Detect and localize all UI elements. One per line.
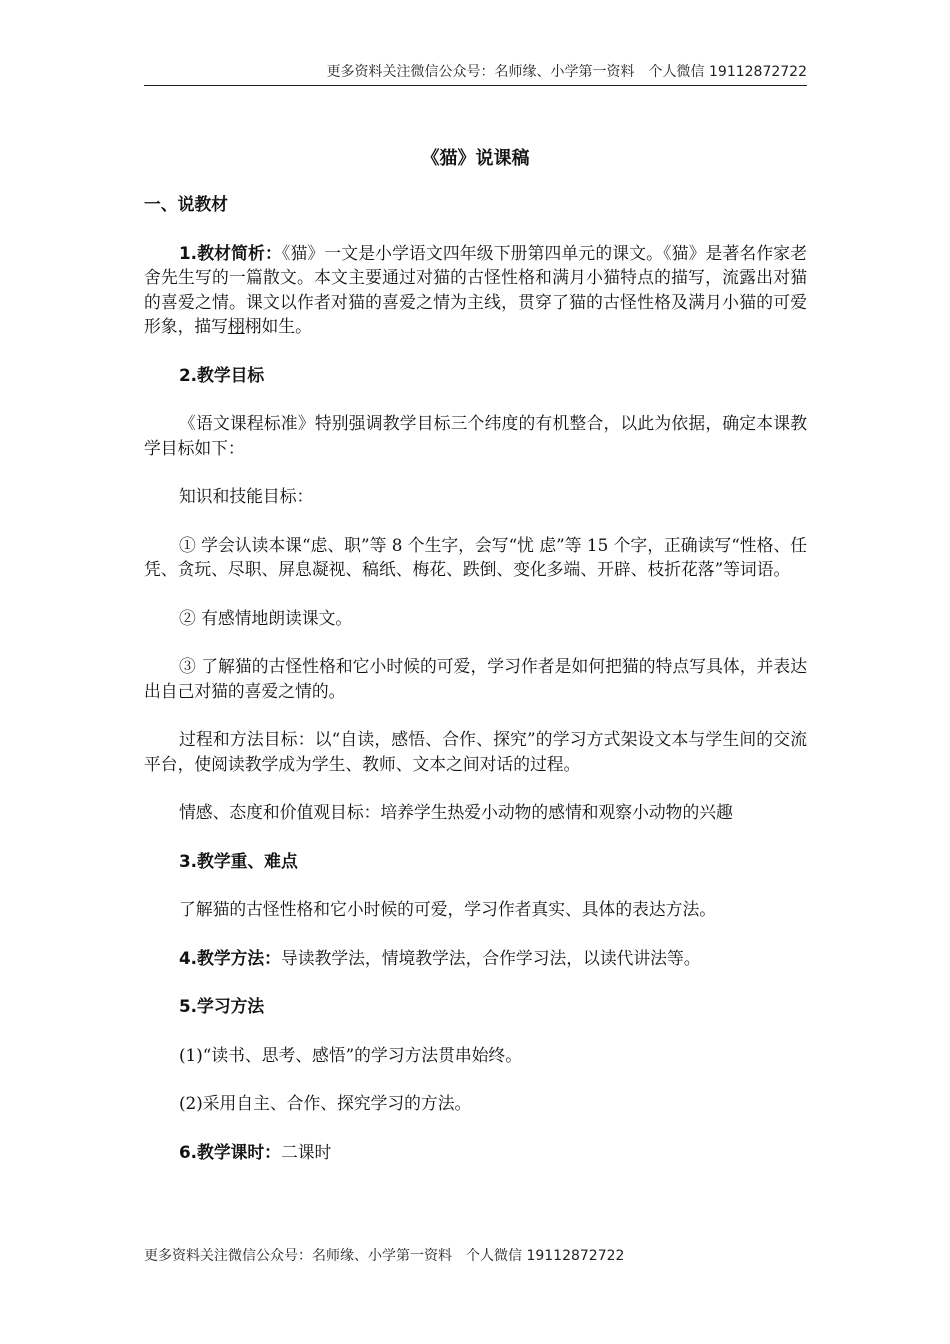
- paragraph-curriculum-standard: 《语文课程标准》特别强调教学目标三个纬度的有机整合，以此为依据，确定本课教学目标如下：: [144, 413, 807, 458]
- document-title: 《猫》说课稿: [421, 148, 530, 169]
- paragraph-learning-method-2: (2)采用自主、合作、探究学习的方法。: [179, 1093, 472, 1113]
- label-teaching-methods: 4.教学方法：: [179, 947, 281, 968]
- paragraph-goal-3: ③ 了解猫的古怪性格和它小时候的可爱，学习作者是如何把猫的特点写具体，并表达出自己对猫的喜爱之情的。: [144, 656, 807, 701]
- paragraph-emotion-goals: 情感、态度和价值观目标：培养学生热爱小动物的感情和观察小动物的兴趣: [179, 802, 733, 822]
- text-textbook-analysis: 《猫》一文是小学语文四年级下册第四单元的课文。《猫》是著名作家老舍先生写的一篇散文。本文主要通过对猫的古怪性格和满月小猫特点的描写，流露出对猫的喜爱之情。课文以作者对猫的喜爱之情为主线，贯穿了猫的古怪性格及满月小猫的可爱形象，描写: [144, 242, 807, 336]
- header-divider: [144, 85, 807, 86]
- paragraph-key-difficulties: 了解猫的古怪性格和它小时候的可爱，学习作者真实、具体的表达方法。: [179, 899, 717, 919]
- paragraph-process-goals: 过程和方法目标：以“自读，感悟、合作、探究”的学习方式架设文本与学生间的交流平台，使阅读教学成为学生、教师、文本之间对话的过程。: [144, 729, 807, 774]
- paragraph-knowledge-goals-label: 知识和技能目标：: [179, 486, 314, 506]
- document-body: [144, 192, 807, 1188]
- label-textbook-analysis: 1.教材简析：: [179, 242, 282, 263]
- paragraph-goal-2: ② 有感情地朗读课文。: [179, 607, 353, 628]
- paragraph-textbook-analysis: [144, 241, 807, 339]
- label-class-hours: 6.教学课时：: [179, 1141, 281, 1162]
- underlined-word: 栩: [227, 316, 245, 336]
- text-teaching-methods: 导读教学法，情境教学法，合作学习法，以读代讲法等。: [280, 947, 701, 968]
- section-heading-textbook: 一、说教材: [144, 194, 228, 214]
- heading-key-difficulties: 3.教学重、难点: [179, 850, 298, 871]
- paragraph-class-hours: [144, 1140, 807, 1165]
- text-class-hours: 二课时: [280, 1141, 332, 1162]
- text-textbook-analysis-end: 栩如生。: [244, 316, 312, 336]
- paragraph-goal-1: ① 学会认读本课“虑、职”等 8 个生字，会写“忧 虑”等 15 个字，正确读写“性格、任凭、贪玩、尽职、屏息凝视、稿纸、梅花、跌倒、变化多端、开辟、枝折花落”等词语。: [144, 534, 807, 579]
- paragraph-learning-method-1: (1)“读书、思考、感悟”的学习方法贯串始终。: [179, 1044, 522, 1065]
- heading-teaching-goals: 2.教学目标: [179, 364, 265, 385]
- heading-learning-methods: 5.学习方法: [179, 996, 265, 1016]
- page-header: 更多资料关注微信公众号：名师缘、小学第一资料 个人微信 19112872722: [326, 64, 807, 80]
- paragraph-teaching-methods: [144, 946, 807, 971]
- page-footer: 更多资料关注微信公众号：名师缘、小学第一资料 个人微信 19112872722: [144, 1248, 625, 1264]
